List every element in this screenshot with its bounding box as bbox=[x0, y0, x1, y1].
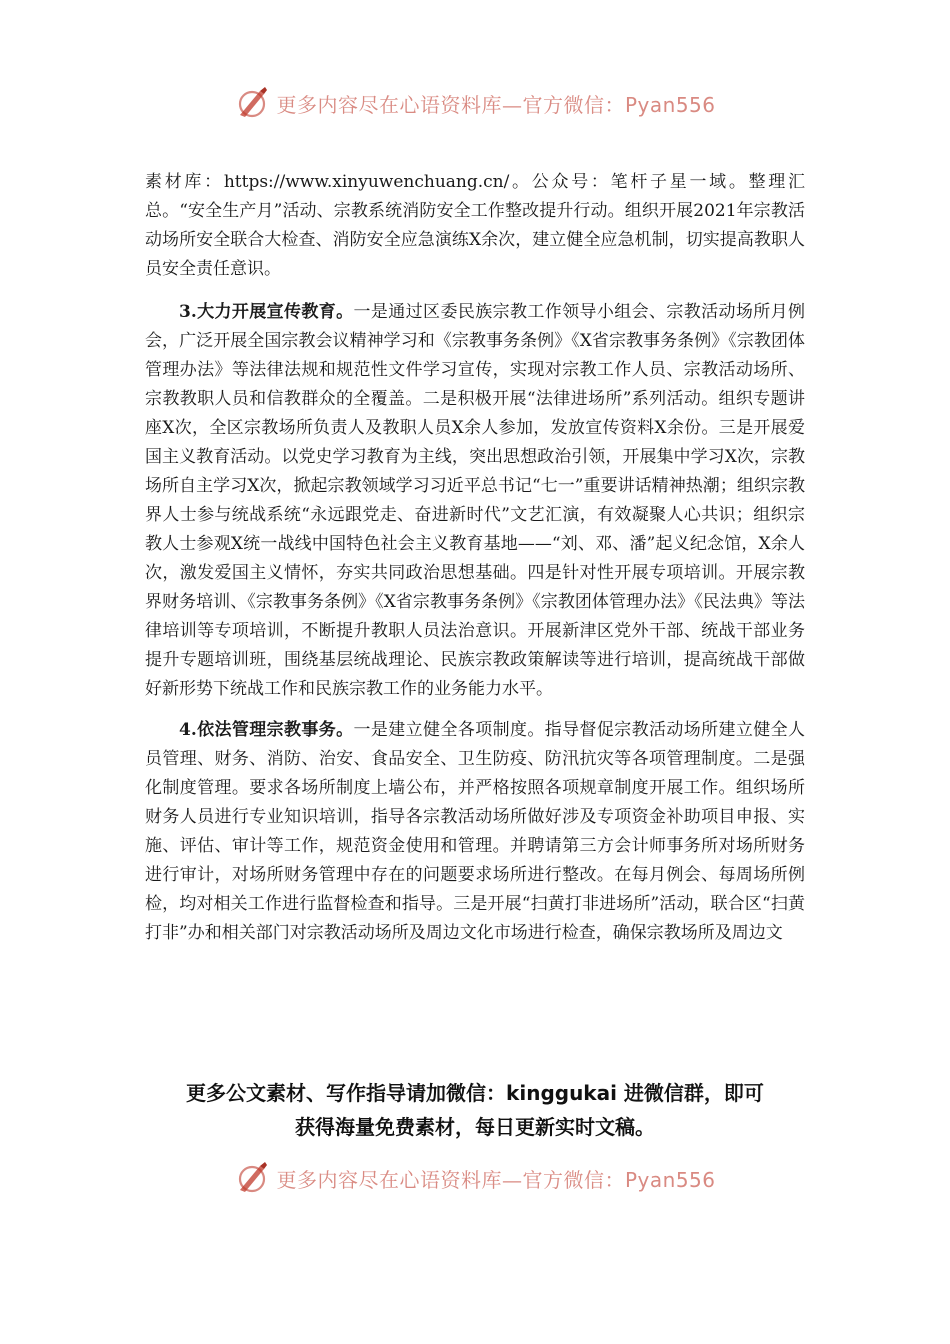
header-watermark bbox=[0, 85, 950, 121]
paragraph-3 bbox=[145, 716, 805, 948]
document-body bbox=[145, 168, 805, 960]
pen-logo-icon bbox=[234, 1160, 270, 1196]
watermark-text: 更多内容尽在心语资料库—官方微信：Pyan556 bbox=[276, 92, 716, 117]
pen-logo-icon bbox=[234, 85, 270, 121]
paragraph-1: 素材库：https://www.xinyuwenchuang.cn/。公众号：笔杆子星一域。整理汇总。“安全生产月”活动、宗教系统消防安全工作整改提升行动。组织开展2021年宗教活动场所安全联合大检查、消防安全应急演练X余次，建立健全应急机制，切实提高教职人员安全责任意识。 bbox=[145, 172, 805, 279]
watermark-text: 更多内容尽在心语资料库—官方微信：Pyan556 bbox=[276, 1167, 716, 1192]
promo-line-1: 更多公文素材、写作指导请加微信：kinggukai 进微信群，即可 bbox=[186, 1081, 764, 1105]
promo-line-2: 获得海量免费素材，每日更新实时文稿。 bbox=[295, 1115, 655, 1139]
section-3-heading: 3.大力开展宣传教育。 bbox=[179, 302, 354, 322]
section-4-heading: 4.依法管理宗教事务。 bbox=[179, 720, 354, 740]
wechat-id: Pyan556 bbox=[624, 1167, 716, 1192]
section-4-body: 一是建立健全各项制度。指导督促宗教活动场所建立健全人员管理、财务、消防、治安、食品安全、卫生防疫、防汛抗灾等各项管理制度。二是强化制度管理。要求各场所制度上墙公布，并严格按照各项规章制度开展工作。组织场所财务人员进行专业知识培训，指导各宗教活动场所做好涉及专项资金补助项目申报、实施、评估、审计等工作，规范资金使用和管理。并聘请第三方会计师事务所对场所财务进行审计，对场所财务管理中存在的问题要求场所进行整改。在每月例会、每周场所例检，均对相关工作进行监督检查和指导。三是开展“扫黄打非进场所”活动，联合区“扫黄打非”办和相关部门对宗教活动场所及周边文化市场进行检查，确保宗教场所及周边文 bbox=[145, 720, 806, 943]
footer-watermark bbox=[0, 1160, 950, 1196]
promo-note bbox=[120, 1076, 830, 1144]
section-3-body: 一是通过区委民族宗教工作领导小组会、宗教活动场所月例会，广泛开展全国宗教会议精神学习和《宗教事务条例》《X省宗教事务条例》《宗教团体管理办法》等法律法规和规范性文件学习宣传，实现对宗教工作人员、宗教活动场所、宗教教职人员和信教群众的全覆盖。二是积极开展“法律进场所”系列活动。组织专题讲座X次，全区宗教场所负责人及教职人员X余人参加，发放宣传资料X余份。三是开展爱国主义教育活动。以党史学习教育为主线，突出思想政治引领，开展集中学习X次，宗教场所自主学习X次，掀起宗教领域学习习近平总书记“七一”重要讲话精神热潮；组织宗教界人士参与统战系统“永远跟党走、奋进新时代”文艺汇演，有效凝聚人心共识；组织宗教人士参观X统一战线中国特色社会主义教育基地——“刘、邓、潘”起义纪念馆，X余人次，激发爱国主义情怀，夯实共同政治思想基础。四是针对性开展专项培训。开展宗教界财务培训、《宗教事务条例》《X省宗教事务条例》《宗教团体管理办法》《民法典》等法律培训等专项培训，不断提升教职人员法治意识。开展新津区党外干部、统战干部业务提升专题培训班，围绕基层统战理论、民族宗教政策解读等进行培训，提高统战干部做好新形势下统战工作和民族宗教工作的业务能力水平。 bbox=[145, 302, 806, 699]
paragraph-2 bbox=[145, 298, 805, 704]
wechat-id: Pyan556 bbox=[624, 92, 716, 117]
